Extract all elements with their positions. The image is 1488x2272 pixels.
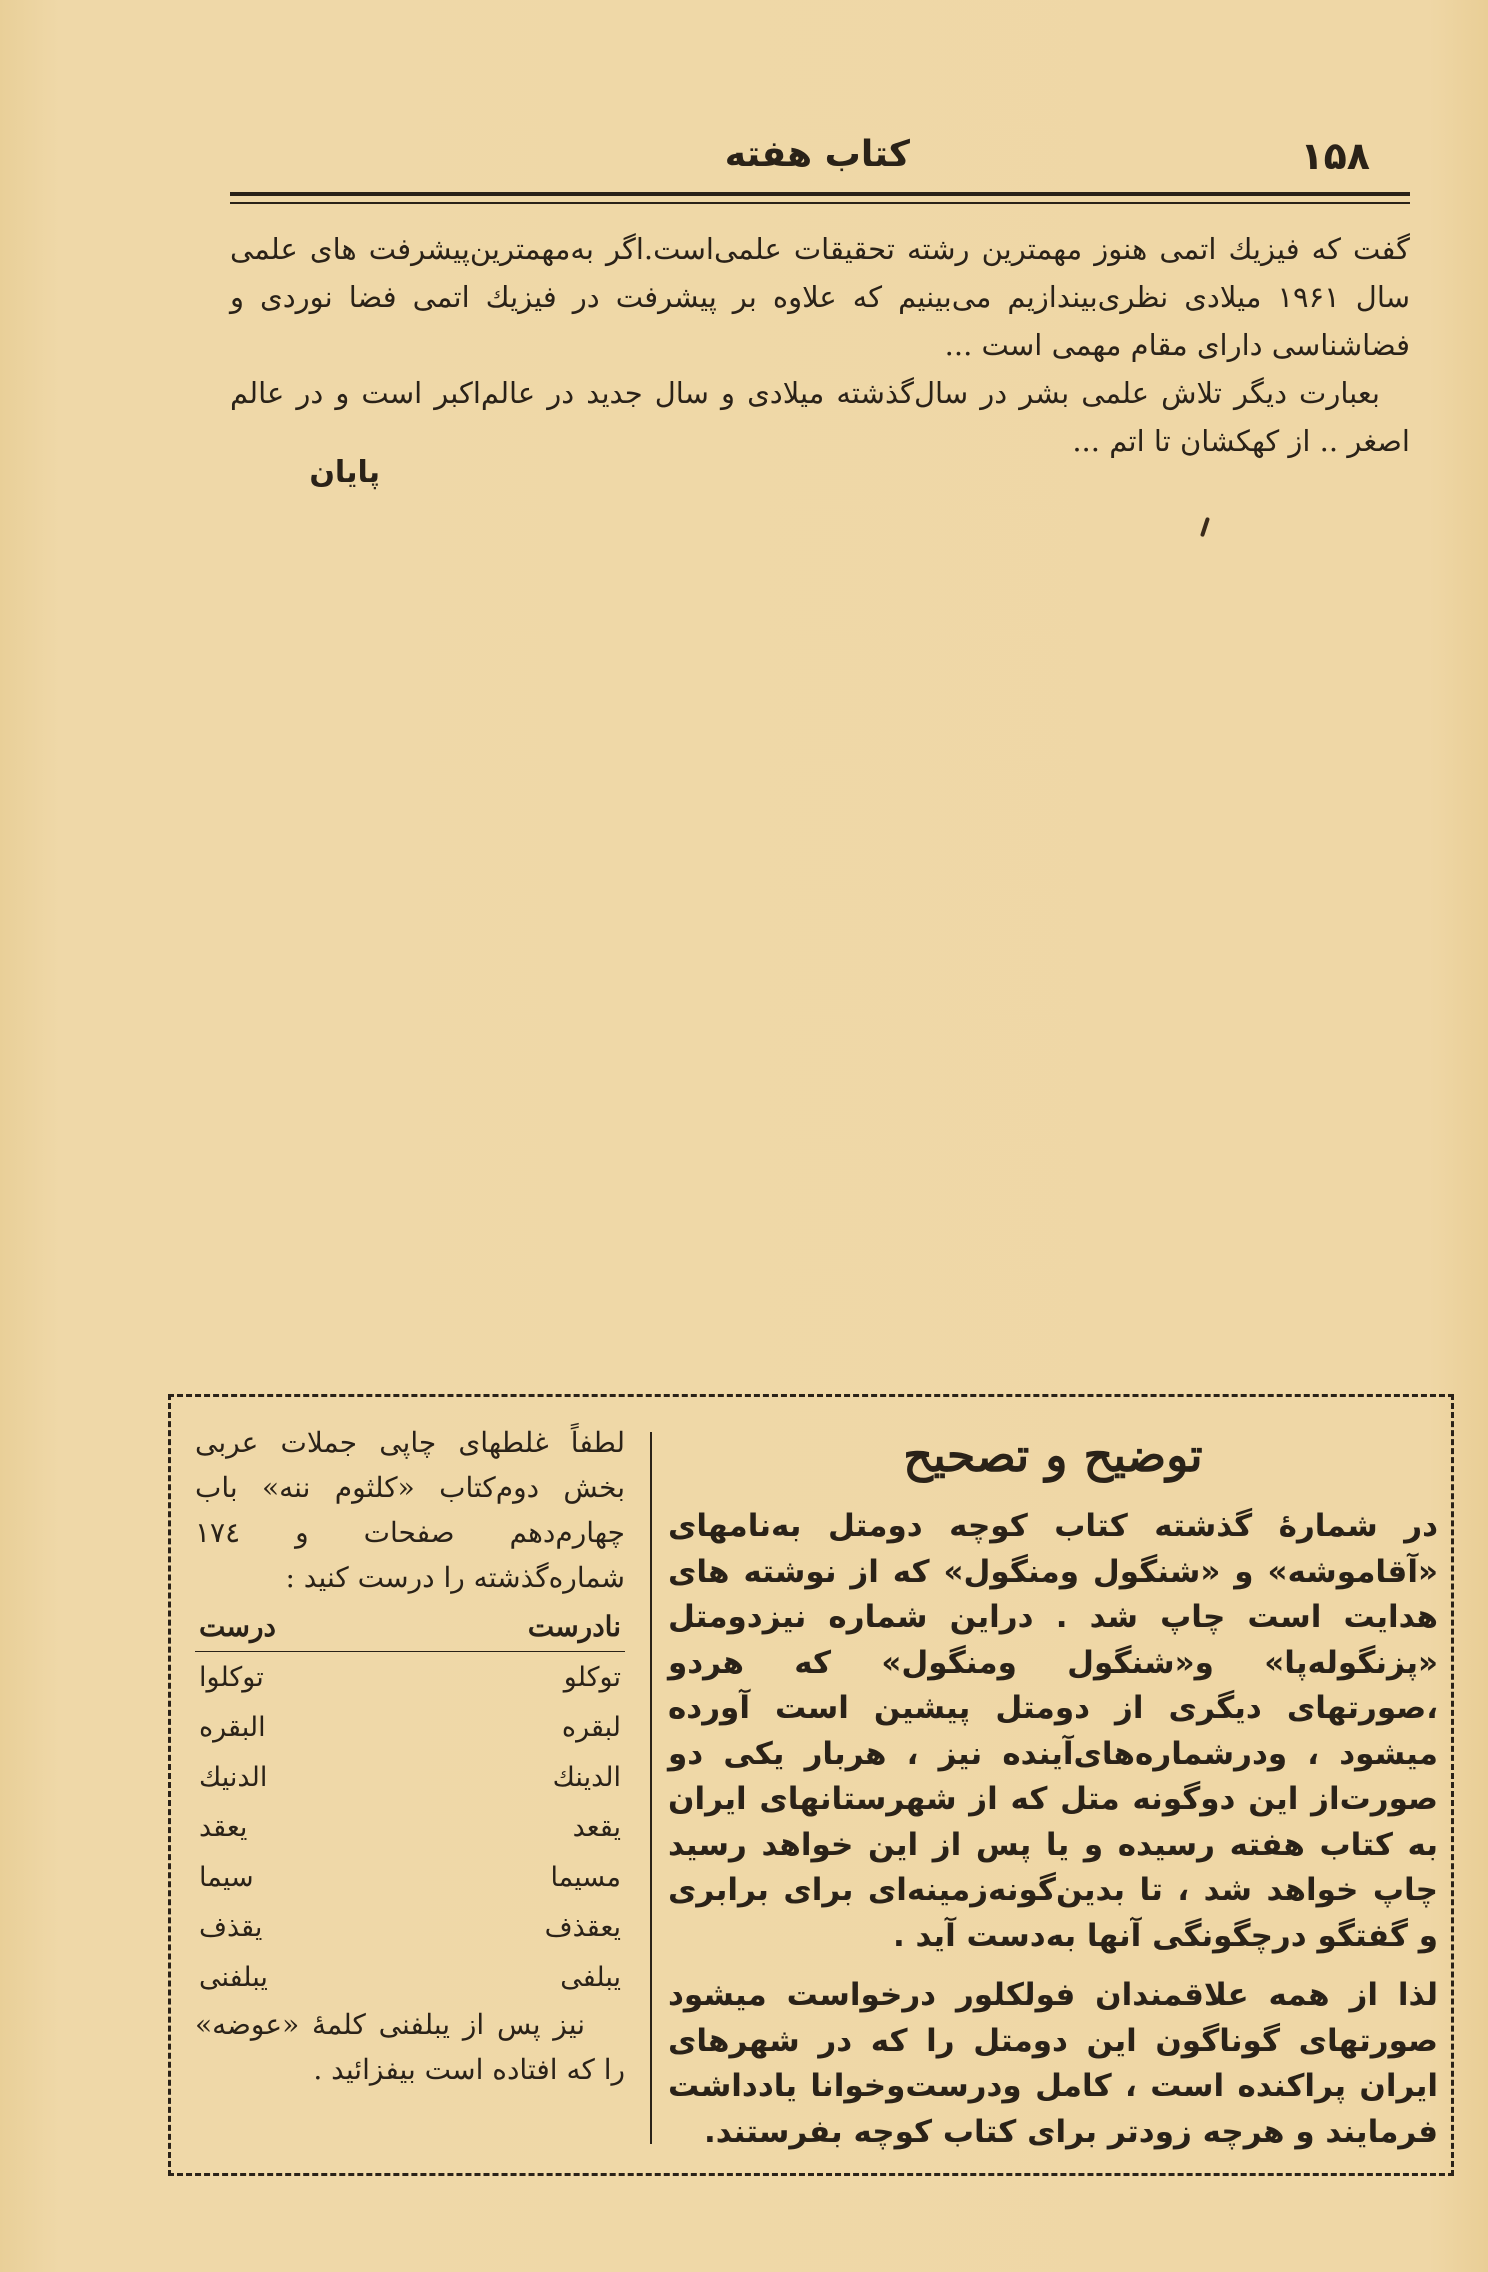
errata-row	[195, 1952, 625, 2002]
errata-correct: سیما	[199, 1861, 254, 1893]
errata-header-wrong: نادرست	[391, 1604, 625, 1652]
errata-correct: البقره	[199, 1711, 266, 1743]
errata-row	[195, 1902, 625, 1952]
end-mark: پایان	[309, 455, 380, 490]
errata-wrong: یبلفی	[560, 1961, 621, 1993]
errata-note: نیز پس از یبلفنی کلمۀ «عوضه» را که افتاده است بیفزائید .	[195, 2008, 625, 2086]
errata-intro: لطفاً غلطهای چاپی جملات عربی بخش دوم‌کتاب «کلثوم ننه» باب چهارم‌دهم صفحات و ۱۷٤ شماره‌گذشته را درست کنید :	[195, 1426, 625, 1594]
errata-column	[195, 1420, 625, 2092]
errata-row	[195, 1802, 625, 1852]
page-header	[230, 128, 1410, 188]
errata-header-correct: درست	[195, 1604, 391, 1652]
errata-row	[195, 1752, 625, 1802]
ink-speck	[1200, 517, 1210, 537]
errata-correct: یقذف	[199, 1911, 263, 1943]
page-number: ۱۵۸	[1300, 134, 1370, 178]
box-divider	[650, 1432, 652, 2144]
errata-wrong: یقعد	[572, 1811, 621, 1843]
errata-row	[195, 1702, 625, 1752]
article-text	[230, 225, 1410, 465]
errata-wrong: لبقره	[561, 1711, 621, 1743]
notice-column	[668, 1420, 1438, 2155]
article-paragraph: بعبارت دیگر تلاش علمی بشر در سال‌گذشته میلادی و سال جدید در عالم‌اکبر است و در عالم اصغر .. از کهکشان تا اتم ...	[230, 376, 1410, 458]
errata-correct: الدنیك	[199, 1761, 268, 1793]
errata-header-row	[195, 1604, 625, 1652]
errata-correct: توکلوا	[199, 1661, 264, 1693]
errata-row	[195, 1652, 625, 1703]
notice-paragraph: در شمارۀ گذشته کتاب کوچه دومتل به‌نامهای «آقاموشه» و «شنگول ومنگول» که از نوشته های هدایت است چاپ شد . دراین شماره نیزدومتل «پزنگوله‌پا» و«شنگول ومنگول» که هردو ،صورتهای دیگری از دومتل پیشین است آورده میشود ، ودرشماره‌های‌آینده نیز ، هربار یکی دو صورت‌از این دوگونه متل که از شهرستانهای ایران به کتاب هفته رسیده و یا پس از این خواهد رسید چاپ خواهد شد ، تا بدین‌گونه‌زمینه‌ای برای برابری و گفتگو درچگونگی آنها به‌دست آید .	[668, 1508, 1438, 1954]
errata-correct: یعقد	[199, 1811, 248, 1843]
errata-row	[195, 1852, 625, 1902]
errata-correct: یبلفنی	[199, 1961, 268, 1993]
errata-wrong: یعقذف	[544, 1911, 621, 1943]
notice-paragraph: لذا از همه علاقمندان فولکلور درخواست میشود صورتهای گوناگون این دومتل را که در شهرهای ایران پراکنده است ، کامل ودرست‌وخوانا یادداشت فرمایند و هرچه زودتر برای کتاب کوچه بفرستند.	[668, 1977, 1438, 2150]
running-title: کتاب هفته	[724, 134, 910, 175]
header-rule-thick	[230, 192, 1410, 196]
errata-table	[195, 1604, 625, 2002]
notice-title: توضیح و تصحیح	[903, 1428, 1203, 1482]
errata-wrong: مسیما	[550, 1861, 621, 1893]
article-paragraph: گفت که فیزیك اتمی هنوز مهمترین رشته تحقیقات علمی‌است.اگر به‌مهمترین‌پیشرفت های علمی سال ۱۹۶۱ میلادی نظری‌بیندازیم می‌بینیم که علاوه بر پیشرفت در فیزیك اتمی فضا نوردی و فضاشناسی دارای مقام مهمی است ...	[230, 232, 1410, 362]
header-rule-thin	[230, 202, 1410, 204]
errata-wrong: الدینك	[552, 1761, 621, 1793]
errata-wrong: توکلو	[563, 1661, 621, 1693]
